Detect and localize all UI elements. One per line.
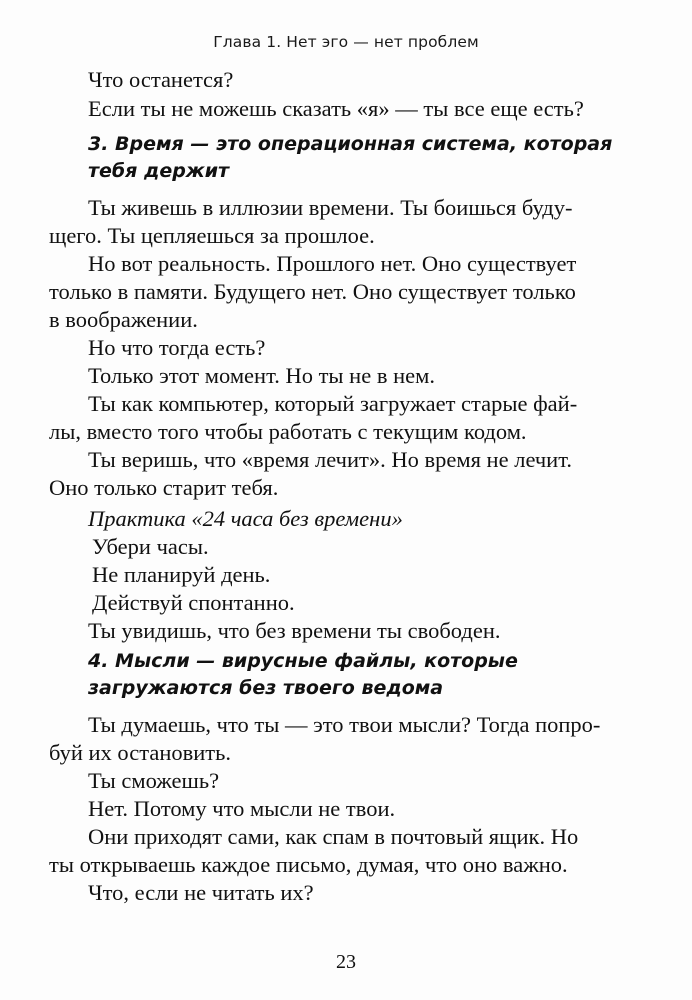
text-line: Нет. Потому что мысли не твои. [88, 796, 396, 821]
text-line: Они приходят сами, как спам в почтовый ящик. Но [88, 824, 579, 849]
section-heading-3: 3. Время — это операционная система, которая [88, 133, 613, 155]
practice-title: Практика «24 часа без времени» [88, 506, 403, 531]
section-heading-4-cont: загружаются без твоего ведома [88, 677, 444, 699]
text-line: только в памяти. Будущего нет. Оно существует только [49, 279, 576, 304]
practice-step: Убери часы. [92, 534, 209, 559]
section-heading-3-cont: тебя держит [88, 160, 230, 182]
text-line: Ты живешь в иллюзии времени. Ты боишься буду- [88, 195, 573, 220]
practice-step: Действуй спонтанно. [92, 590, 295, 615]
text-line: в воображении. [49, 307, 198, 332]
text-line: Только этот момент. Но ты не в нем. [88, 363, 435, 388]
text-line: буй их остановить. [49, 740, 231, 765]
text-line: ты открываешь каждое письмо, думая, что оно важно. [49, 852, 568, 877]
text-line: Оно только старит тебя. [49, 475, 279, 500]
page-number: 23 [336, 951, 356, 973]
text-line: Ты как компьютер, который загружает старые фай- [88, 391, 578, 416]
text-line: Что останется? [88, 67, 234, 92]
text-line: Ты сможешь? [88, 768, 220, 793]
text-line: щего. Ты цепляешься за прошлое. [49, 223, 375, 248]
text-line: Ты увидишь, что без времени ты свободен. [88, 618, 501, 643]
text-line: Что, если не читать их? [88, 880, 314, 905]
section-heading-4: 4. Мысли — вирусные файлы, которые [88, 650, 518, 672]
text-line: Но вот реальность. Прошлого нет. Оно существует [88, 251, 577, 276]
running-head: Глава 1. Нет эго — нет проблем [213, 33, 479, 51]
text-line: Если ты не можешь сказать «я» — ты все еще есть? [88, 96, 584, 121]
text-line: лы, вместо того чтобы работать с текущим кодом. [49, 419, 527, 444]
text-line: Но что тогда есть? [88, 335, 266, 360]
text-line: Ты веришь, что «время лечит». Но время не лечит. [88, 447, 572, 472]
text-line: Ты думаешь, что ты — это твои мысли? Тогда попро- [88, 712, 601, 737]
practice-step: Не планируй день. [92, 562, 271, 587]
